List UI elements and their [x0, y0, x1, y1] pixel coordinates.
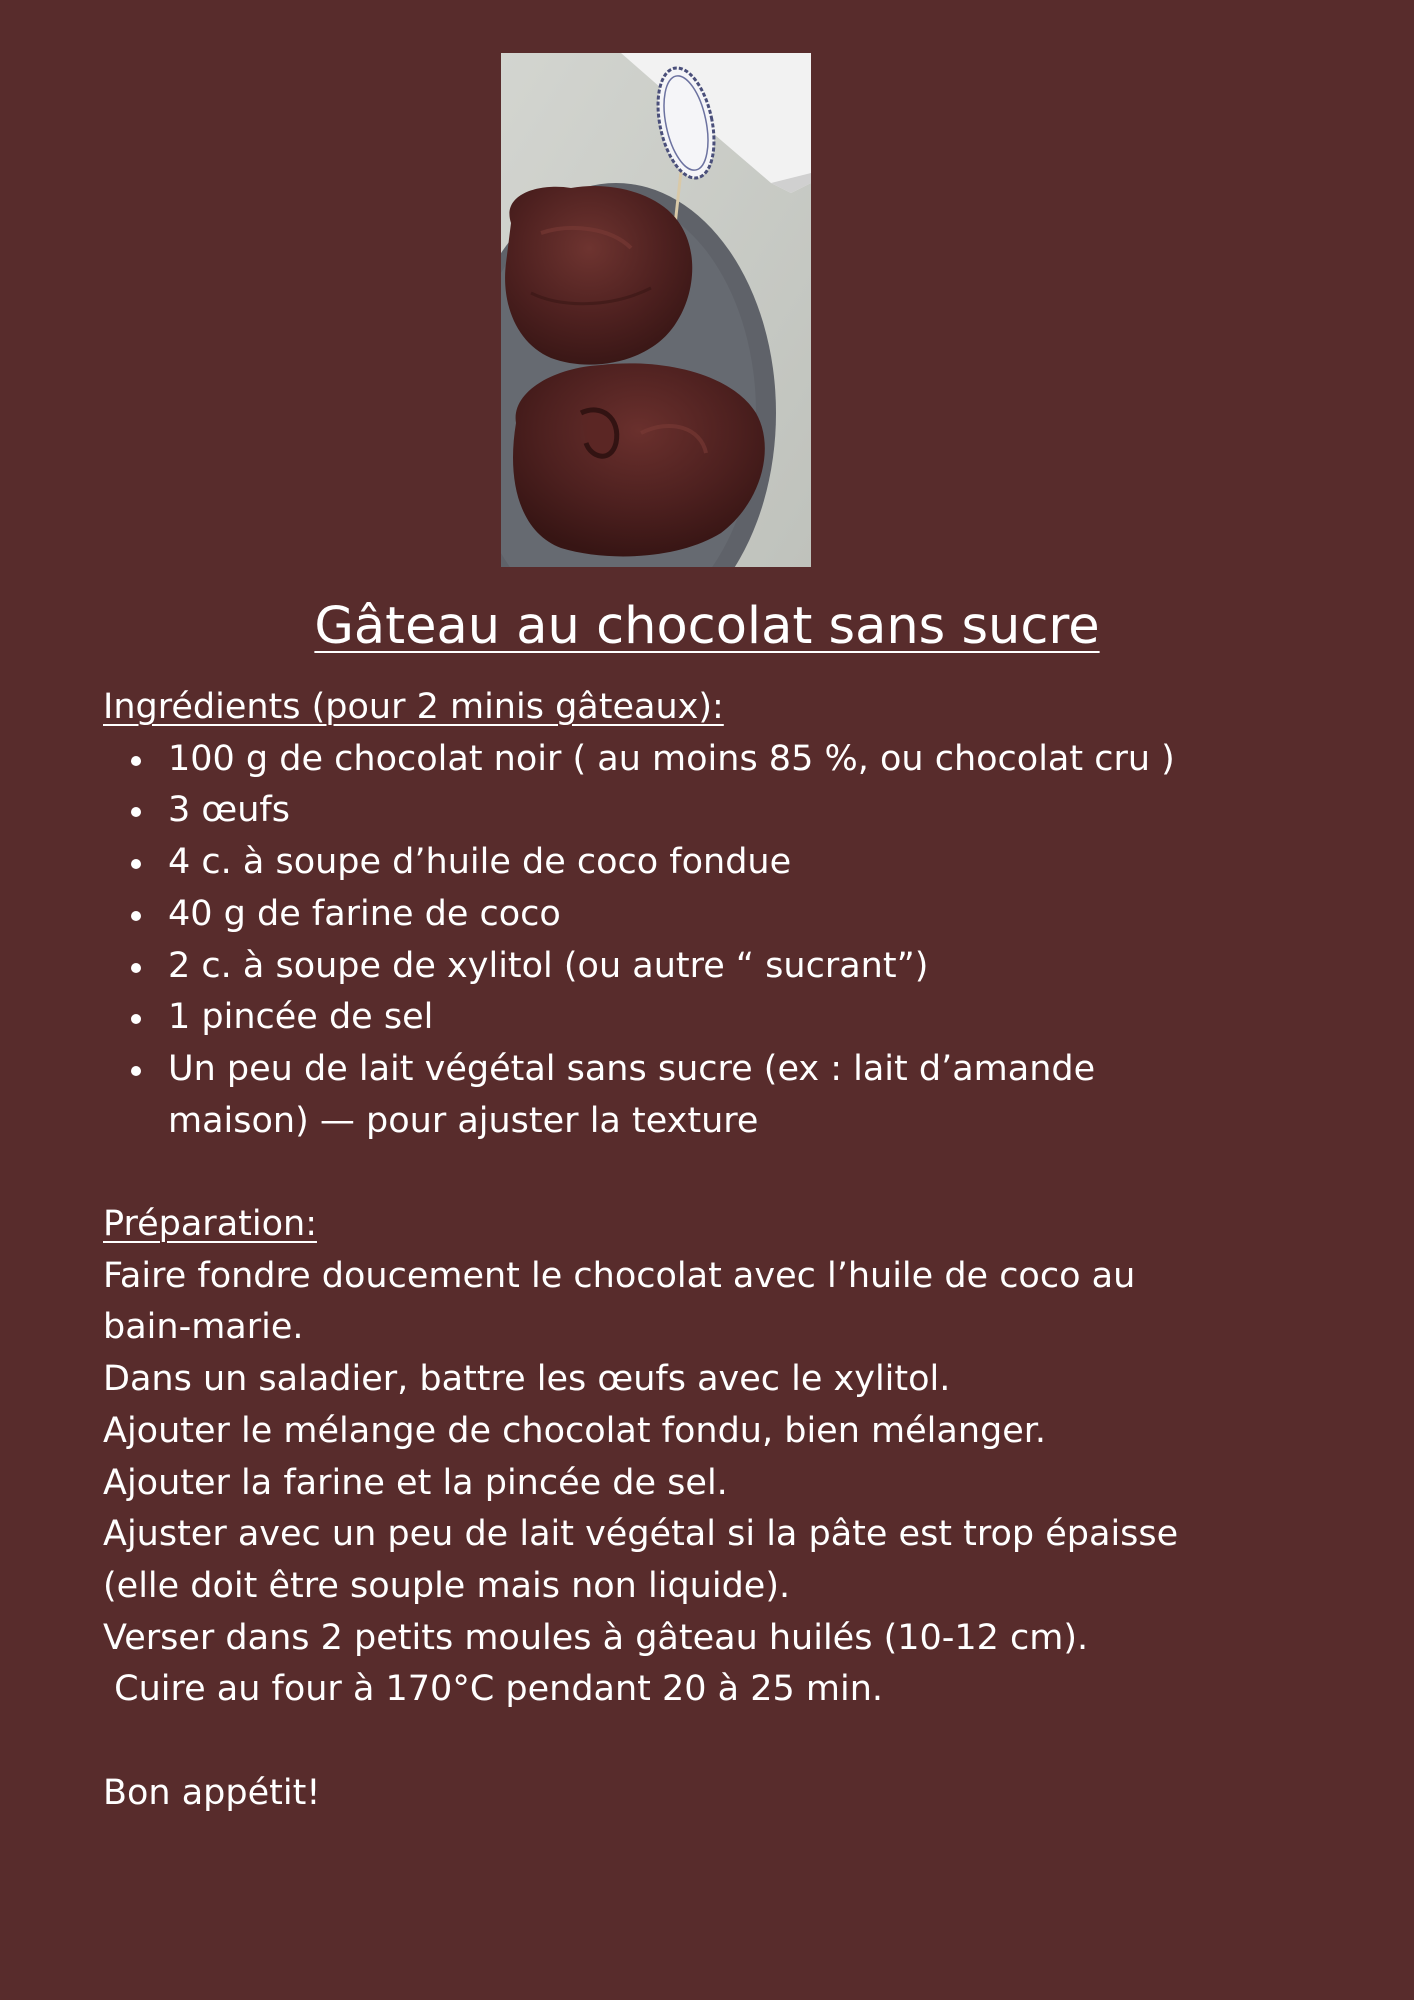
spacer	[103, 1716, 1233, 1768]
spacer	[103, 1147, 1233, 1199]
preparation-step: Cuire au four à 170°C pendant 20 à 25 min.	[103, 1669, 884, 1710]
closing-text: Bon appétit!	[103, 1772, 321, 1813]
ingredient-item: 2 c. à soupe de xylitol (ou autre “ sucrant”)	[103, 941, 1233, 993]
preparation-step: Faire fondre doucement le chocolat avec l’huile de coco au bain-marie.	[103, 1255, 1136, 1348]
preparation-step: Ajuster avec un peu de lait végétal si la pâte est trop épaisse (elle doit être souple mais non liquide).	[103, 1514, 1179, 1606]
ingredients-list	[103, 734, 1233, 1148]
recipe-title: Gâteau au chocolat sans sucre	[314, 597, 1100, 656]
ingredient-item: 4 c. à soupe d’huile de coco fondue	[103, 837, 1233, 889]
ingredient-item: Un peu de lait végétal sans sucre (ex : lait d’amande maison) — pour ajuster la texture	[103, 1044, 1178, 1147]
ingredient-item: 1 pincée de sel	[103, 992, 1233, 1044]
ingredient-item: 3 œufs	[103, 785, 1233, 837]
cake-photo-illustration	[501, 53, 811, 567]
ingredient-item: 40 g de farine de coco	[103, 889, 1233, 941]
preparation-step: Verser dans 2 petits moules à gâteau huilés (10-12 cm).	[103, 1617, 1089, 1658]
recipe-content	[103, 682, 1233, 1819]
preparation-step: Ajouter le mélange de chocolat fondu, bien mélanger.	[103, 1410, 1047, 1451]
cake-bottom	[513, 363, 765, 556]
preparation-steps	[103, 1251, 1233, 1716]
preparation-heading: Préparation:	[103, 1204, 317, 1245]
preparation-step: Dans un saladier, battre les œufs avec le xylitol.	[103, 1359, 951, 1400]
ingredient-item: 100 g de chocolat noir ( au moins 85 %, ou chocolat cru )	[103, 734, 1233, 786]
ingredients-heading: Ingrédients (pour 2 minis gâteaux):	[103, 687, 724, 727]
preparation-step: Ajouter la farine et la pincée de sel.	[103, 1462, 728, 1503]
cake-photo	[501, 53, 811, 567]
